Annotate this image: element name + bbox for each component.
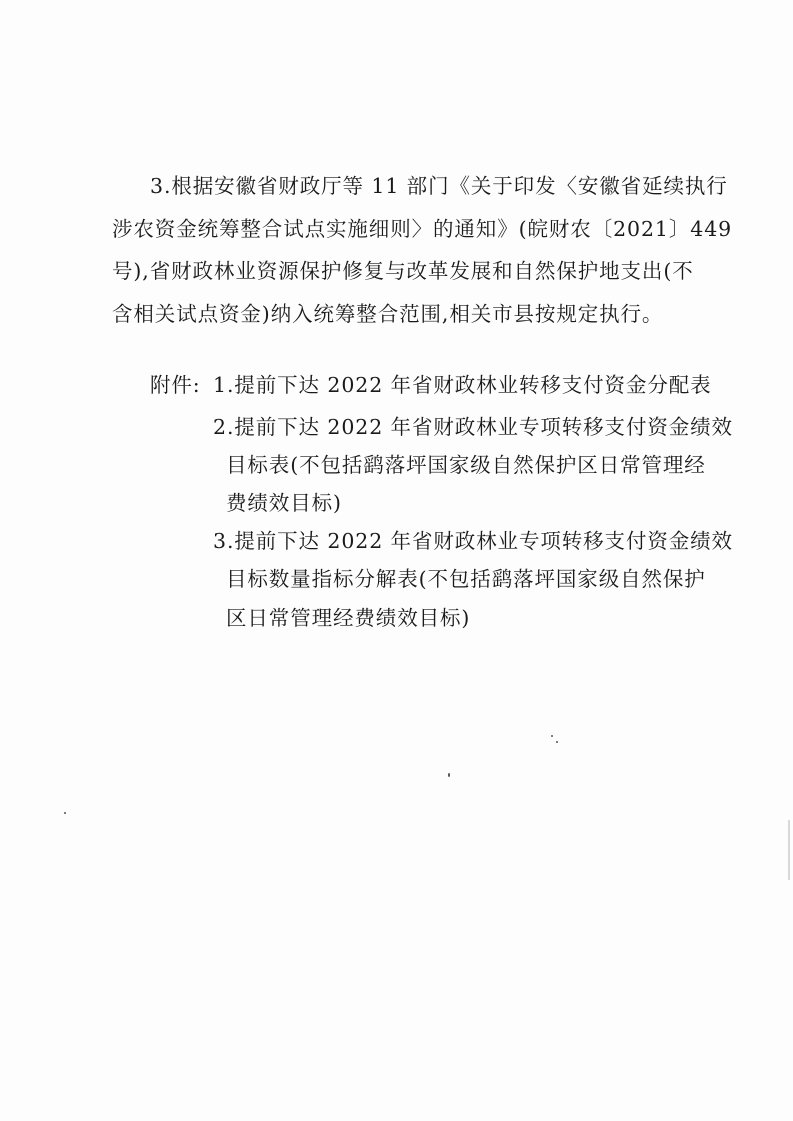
- attachment-3-line-2: 目标数量指标分解表(不包括鹞落坪国家级自然保护: [226, 567, 706, 591]
- paragraph-line-3: 号),省财政林业资源保护修复与改革发展和自然保护地支出(不: [112, 259, 694, 283]
- attachment-2-line-1: 2.提前下达 2022 年省财政林业专项转移支付资金绩效: [213, 415, 733, 439]
- scan-speck: [551, 735, 553, 737]
- paragraph-line-1: 3.根据安徽省财政厅等 11 部门《关于印发〈安徽省延续执行: [150, 174, 728, 198]
- scan-speck: [556, 741, 558, 743]
- attachments-label: 附件:: [150, 373, 201, 397]
- scan-speck: [64, 812, 66, 814]
- attachment-3-line-1: 3.提前下达 2022 年省财政林业专项转移支付资金绩效: [213, 529, 733, 553]
- attachment-2-line-2: 目标表(不包括鹞落坪国家级自然保护区日常管理经: [226, 453, 706, 477]
- attachment-3-line-3: 区日常管理经费绩效目标): [226, 606, 471, 630]
- paragraph-line-2: 涉农资金统筹整合试点实施细则〉的通知》(皖财农〔2021〕449: [112, 217, 733, 241]
- paragraph-line-4: 含相关试点资金)纳入统筹整合范围,相关市县按规定执行。: [112, 302, 664, 326]
- attachment-1-line-1: 1.提前下达 2022 年省财政林业转移支付资金分配表: [213, 373, 712, 397]
- attachment-2-line-3: 费绩效目标): [226, 491, 342, 515]
- scan-edge-mark: [788, 820, 790, 880]
- scan-speck: [448, 773, 450, 777]
